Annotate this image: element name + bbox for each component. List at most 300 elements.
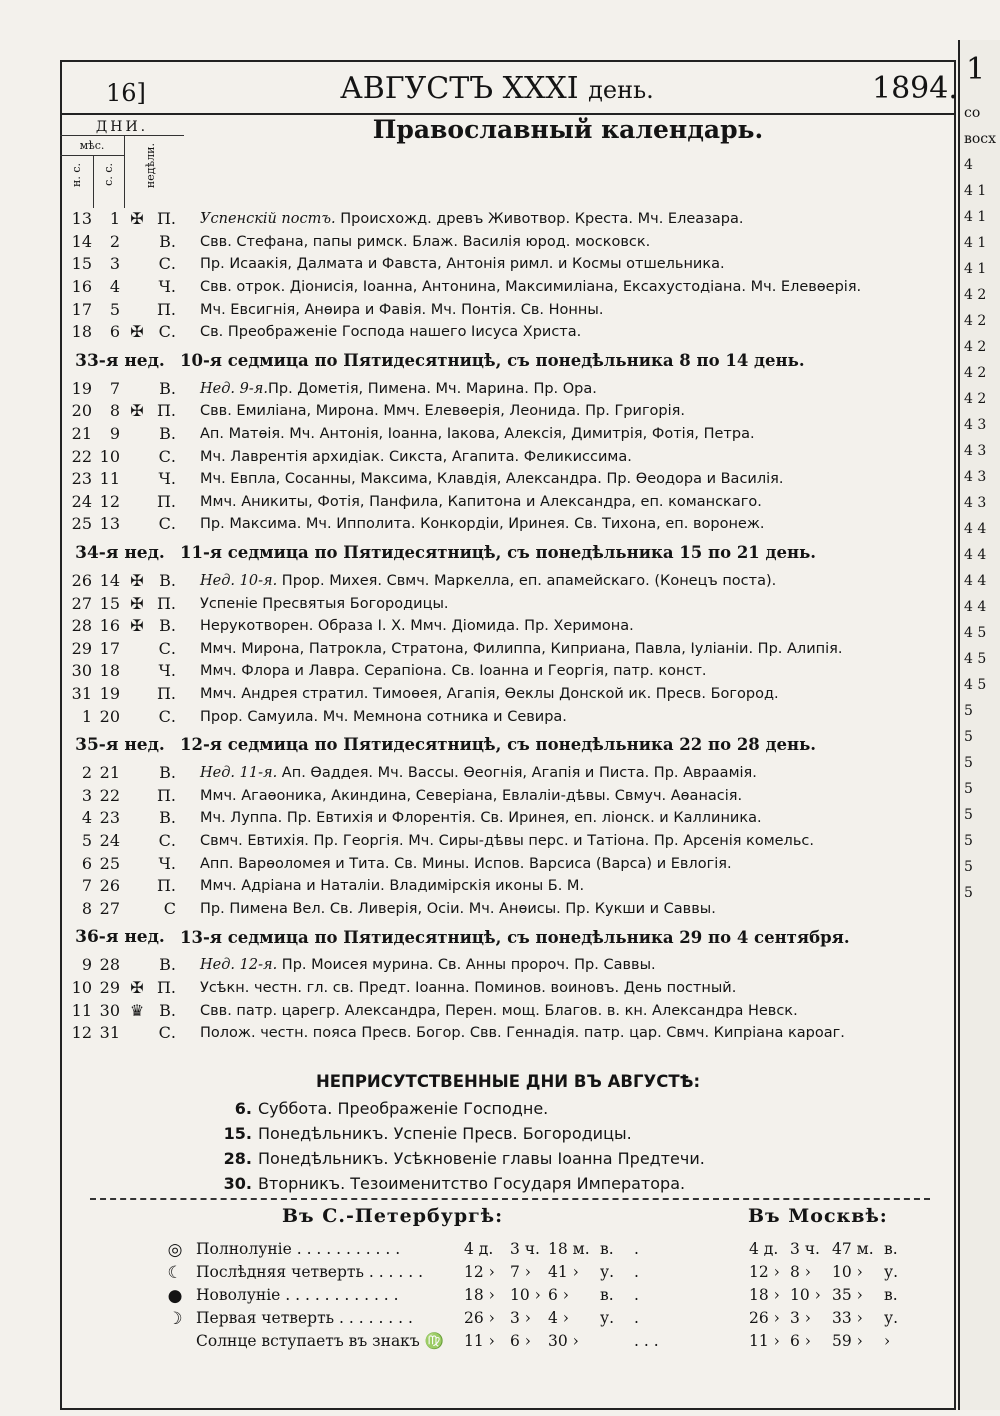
saints-text xyxy=(180,705,956,728)
day-row xyxy=(60,298,956,321)
day-row xyxy=(60,705,956,728)
saints-text xyxy=(180,875,956,898)
weekday: С. xyxy=(158,706,176,726)
saints-text xyxy=(180,615,956,638)
feast-mark-icon xyxy=(122,491,152,514)
day-note: Нед. 9-я. xyxy=(200,380,268,397)
facing-page-line: 4 4 xyxy=(964,547,987,563)
spb-value: 6 › xyxy=(510,1332,531,1350)
facing-page-line: 5 xyxy=(964,729,973,745)
month-days-label: мѣс. xyxy=(79,139,105,152)
moscow-title: Въ Москвѣ: xyxy=(748,1205,888,1227)
old-style-day: 12 xyxy=(99,491,120,511)
new-style-day: 5 xyxy=(81,830,92,850)
day-note: Нед. 10-я. xyxy=(200,573,278,590)
new-style-label: н. с. xyxy=(70,163,83,187)
saints-text xyxy=(180,897,956,920)
new-style-day: 19 xyxy=(71,378,92,398)
new-style-day: 18 xyxy=(71,322,92,342)
head-divider xyxy=(124,135,125,208)
saints-text xyxy=(180,513,956,536)
moon-phase-row xyxy=(164,1332,954,1354)
spb-value: 3 ч. xyxy=(510,1240,540,1258)
weekday: С. xyxy=(158,1023,176,1043)
saints-text xyxy=(180,592,956,615)
feast-mark-icon: ✠ xyxy=(130,977,144,997)
new-style-day: 16 xyxy=(71,277,92,297)
saints-list: Мч. Лаврентія архидіак. Сикста, Агапита. Феликиссима. xyxy=(200,448,632,465)
new-style-day: 15 xyxy=(71,254,92,274)
saints-text xyxy=(180,468,956,491)
spb-value: . xyxy=(634,1286,639,1304)
saints-list: Прор. Михея. Свмч. Маркелла, еп. апамейскаго. (Конецъ поста). xyxy=(277,573,777,590)
facing-page-line: 4 2 xyxy=(964,313,987,329)
saints-text xyxy=(180,570,956,593)
saints-text xyxy=(180,445,956,468)
day-row xyxy=(60,660,956,683)
saints-text xyxy=(180,660,956,683)
moscow-value: в. xyxy=(884,1240,898,1258)
day-row xyxy=(60,400,956,423)
moscow-value: 4 д. xyxy=(749,1240,779,1258)
day-row xyxy=(60,875,956,898)
weekday: В. xyxy=(159,955,176,975)
weekday: В. xyxy=(159,378,176,398)
spb-value: 6 › xyxy=(548,1286,569,1304)
feast-mark-icon xyxy=(122,954,152,977)
day-note: Нед. 11-я. xyxy=(200,765,278,782)
old-style-day: 4 xyxy=(109,277,120,297)
closed-day-item xyxy=(212,1149,705,1168)
saints-text xyxy=(180,638,956,661)
day-row xyxy=(60,468,956,491)
saints-list: Свв. Стефана, папы римск. Блаж. Василія юрод. московск. xyxy=(200,233,651,250)
old-style-day: 10 xyxy=(99,446,120,466)
weekday: П. xyxy=(156,683,176,703)
feast-mark-icon xyxy=(122,784,152,807)
moscow-value: 10 › xyxy=(832,1263,863,1281)
moscow-value: 26 › xyxy=(749,1309,780,1327)
facing-page-line: 4 4 xyxy=(964,599,987,615)
day-row xyxy=(60,321,956,344)
feast-mark-icon xyxy=(122,423,152,446)
saints-list: Пр. Дометія, Пимена. Мч. Марина. Пр. Ора. xyxy=(267,380,597,397)
facing-page-edge xyxy=(958,40,1000,1410)
weekday: П. xyxy=(156,876,176,896)
new-style-day: 25 xyxy=(71,514,92,534)
feast-mark-icon xyxy=(122,445,152,468)
sedmitsa-title: 11-я седмица по Пятидесятницѣ, съ понедѣльника 15 по 21 день. xyxy=(180,543,817,563)
weekday: Ч. xyxy=(158,469,176,489)
feast-mark-icon xyxy=(122,231,152,254)
closed-day-item xyxy=(212,1124,632,1143)
old-style-day: 3 xyxy=(109,254,120,274)
weekday: П. xyxy=(156,401,176,421)
head-divider xyxy=(93,155,94,208)
day-row xyxy=(60,977,956,1000)
saints-list: Ап. Ѳаддея. Мч. Вассы. Ѳеогнія, Агапія и Писта. Пр. Авраамія. xyxy=(277,765,757,782)
day-row xyxy=(60,1022,956,1045)
weekday: В. xyxy=(159,808,176,828)
weekday: П. xyxy=(156,785,176,805)
spb-value: в. xyxy=(600,1240,614,1258)
moscow-value: 47 м. xyxy=(832,1240,874,1258)
month-name: АВГУСТЪ XXXI xyxy=(340,71,579,106)
day-row xyxy=(60,445,956,468)
moscow-value: 18 › xyxy=(749,1286,780,1304)
saints-list: Ммч. Мирона, Патрокла, Стратона, Филиппа, Киприана, Павла, Іуліаніи. Пр. Алипія. xyxy=(200,640,843,657)
feast-mark-icon xyxy=(122,852,152,875)
saints-list: Успеніе Пресвятыя Богородицы. xyxy=(200,595,449,612)
facing-page-line: со xyxy=(964,105,981,121)
feast-mark-icon xyxy=(122,875,152,898)
moscow-value: 11 › xyxy=(749,1332,780,1350)
closed-day-text: Понедѣльникъ. Успеніе Пресв. Богородицы. xyxy=(258,1124,632,1143)
days-label: ДНИ. xyxy=(95,119,149,135)
saints-text xyxy=(180,208,956,231)
saints-text xyxy=(180,830,956,853)
feast-mark-icon xyxy=(122,253,152,276)
old-style-day: 19 xyxy=(99,683,120,703)
moon-phase-label: Первая четверть . . . . . . . . xyxy=(196,1309,413,1327)
facing-page-line: 5 xyxy=(964,781,973,797)
feast-mark-icon: ✠ xyxy=(130,322,144,342)
new-style-day: 1 xyxy=(81,706,92,726)
old-style-day: 15 xyxy=(99,593,120,613)
day-row xyxy=(60,378,956,401)
facing-page-line: 5 xyxy=(964,859,973,875)
weekday: Ч. xyxy=(158,661,176,681)
moscow-value: 3 › xyxy=(790,1309,811,1327)
saints-list: Пр. Моисея мурина. Св. Анны пророч. Пр. Саввы. xyxy=(277,957,656,974)
saints-text xyxy=(180,977,956,1000)
facing-page-line: 4 xyxy=(964,157,973,173)
saints-text xyxy=(180,683,956,706)
spb-value: у. xyxy=(600,1309,615,1327)
day-row xyxy=(60,276,956,299)
year: 1894. xyxy=(872,71,958,106)
spb-value: . xyxy=(634,1263,639,1281)
week-number: 35-я нед. xyxy=(75,734,165,755)
saints-list: Усѣкн. честн. гл. св. Предт. Іоанна. Поминов. воиновъ. День постный. xyxy=(200,979,737,996)
saints-list: Свв. отрок. Діонисія, Іоанна, Антонина, Максимиліана, Ексахустодіана. Мч. Елевѳерія. xyxy=(200,279,862,296)
new-style-day: 13 xyxy=(71,209,92,229)
closed-day-item xyxy=(212,1099,548,1118)
facing-page-line: 4 5 xyxy=(964,625,987,641)
spb-value: 4 › xyxy=(548,1309,569,1327)
facing-page-line: 4 5 xyxy=(964,677,987,693)
saints-list: Нерукотворен. Образа І. Х. Ммч. Діомида. Пр. Херимона. xyxy=(200,618,634,635)
moon-phase-icon: ● xyxy=(167,1286,183,1306)
facing-page-line: восх xyxy=(964,131,997,147)
facing-page-line: 4 1 xyxy=(964,235,987,251)
new-style-day: 8 xyxy=(81,898,92,918)
weekday: С. xyxy=(158,830,176,850)
old-style-label: с. с. xyxy=(102,163,115,186)
weekday: В. xyxy=(159,424,176,444)
saints-list: Ммч. Адріана и Наталіи. Владимірскія иконы Б. М. xyxy=(200,878,585,895)
day-row xyxy=(60,954,956,977)
saints-text xyxy=(180,253,956,276)
old-style-day: 31 xyxy=(99,1023,120,1043)
saints-text xyxy=(180,784,956,807)
table-head xyxy=(60,115,956,208)
old-style-day: 23 xyxy=(99,808,120,828)
feast-mark-icon xyxy=(122,705,152,728)
month-title xyxy=(340,72,654,107)
feast-mark-icon xyxy=(122,807,152,830)
sedmitsa-title: 12-я седмица по Пятидесятницѣ, съ понедѣльника 22 по 28 день. xyxy=(180,735,817,755)
saints-list: Происхожд. древъ Животвор. Креста. Мч. Елеазара. xyxy=(335,211,744,228)
day-row xyxy=(60,513,956,536)
days-word: день. xyxy=(588,76,654,104)
old-style-day: 21 xyxy=(99,763,120,783)
day-row xyxy=(60,253,956,276)
saints-list: Пр. Исаакія, Далмата и Фавста, Антонія римл. и Космы отшельника. xyxy=(200,256,725,273)
saints-list: Свв. Емиліана, Мирона. Ммч. Елевѳерія, Леонида. Пр. Григорія. xyxy=(200,403,685,420)
saints-text xyxy=(180,954,956,977)
new-style-day: 20 xyxy=(71,401,92,421)
day-row xyxy=(60,830,956,853)
weekday: С. xyxy=(158,514,176,534)
spb-value: . xyxy=(634,1240,639,1258)
moon-phase-label: Солнце вступаетъ въ знакъ ♍ xyxy=(196,1332,444,1350)
moon-phase-icon: ☾ xyxy=(167,1263,183,1283)
saints-text xyxy=(180,1022,956,1045)
new-style-day: 3 xyxy=(81,785,92,805)
calendar-title: Православный календарь. xyxy=(372,115,764,144)
spb-value: 4 д. xyxy=(464,1240,494,1258)
day-row xyxy=(60,592,956,615)
day-row xyxy=(60,638,956,661)
week-number: 36-я нед. xyxy=(75,927,165,948)
saints-list: Пр. Пимена Вел. Св. Ливерія, Осіи. Мч. Анѳисы. Пр. Кукши и Саввы. xyxy=(200,900,716,917)
saints-list: Ммч. Агаѳоника, Акиндина, Северіана, Евлаліи-дѣвы. Свмуч. Аѳанасія. xyxy=(200,787,743,804)
saints-text xyxy=(180,276,956,299)
moon-phase-label: Новолуніе . . . . . . . . . . . . xyxy=(196,1286,399,1304)
head-rule xyxy=(60,135,184,136)
feast-mark-icon: ✠ xyxy=(130,571,144,591)
weekday: В. xyxy=(159,231,176,251)
day-row xyxy=(60,807,956,830)
day-row xyxy=(60,852,956,875)
moon-phase-row xyxy=(164,1309,954,1331)
closed-day-number: 30. xyxy=(223,1174,252,1193)
moscow-value: у. xyxy=(884,1309,899,1327)
new-style-day: 24 xyxy=(71,491,92,511)
days-head xyxy=(60,115,180,208)
facing-page-line: 4 5 xyxy=(964,651,987,667)
old-style-day: 28 xyxy=(99,955,120,975)
day-row xyxy=(60,615,956,638)
saints-text xyxy=(180,321,956,344)
moscow-value: у. xyxy=(884,1263,899,1281)
old-style-day: 29 xyxy=(99,977,120,997)
weekday: В. xyxy=(159,571,176,591)
day-row xyxy=(60,231,956,254)
saints-text xyxy=(180,807,956,830)
facing-page-line: 5 xyxy=(964,833,973,849)
closed-day-number: 15. xyxy=(223,1124,252,1143)
day-note: Успенскій постъ. xyxy=(200,211,336,228)
new-style-day: 23 xyxy=(71,469,92,489)
facing-page-line: 4 1 xyxy=(964,209,987,225)
weekday: П. xyxy=(156,299,176,319)
weekday: Ч. xyxy=(158,277,176,297)
old-style-day: 16 xyxy=(99,616,120,636)
spb-title: Въ С.-Петербургѣ: xyxy=(282,1205,504,1227)
new-style-day: 27 xyxy=(71,593,92,613)
week-header-row xyxy=(60,536,956,570)
spb-value: 10 › xyxy=(510,1286,541,1304)
week-header-row xyxy=(60,728,956,762)
moscow-value: 59 › xyxy=(832,1332,863,1350)
old-style-day: 17 xyxy=(99,638,120,658)
weekday: Ч. xyxy=(158,853,176,873)
moon-phase-label: Послѣдняя четверть . . . . . . xyxy=(196,1263,424,1281)
spb-value: 18 › xyxy=(464,1286,495,1304)
saints-list: Полож. честн. пояса Пресв. Богор. Свв. Геннадія. патр. цар. Свмч. Кипріана кароаг. xyxy=(200,1025,845,1042)
old-style-day: 7 xyxy=(109,378,120,398)
saints-text xyxy=(180,423,956,446)
old-style-day: 25 xyxy=(99,853,120,873)
weekday-label: недѣли. xyxy=(144,143,157,189)
feast-mark-icon: ♛ xyxy=(129,1000,145,1020)
week-header-row xyxy=(60,344,956,378)
facing-page-line: 4 2 xyxy=(964,339,987,355)
old-style-day: 20 xyxy=(99,706,120,726)
facing-page-line: 5 xyxy=(964,807,973,823)
weekday: П. xyxy=(156,593,176,613)
page-number: 16] xyxy=(106,79,146,107)
day-row xyxy=(60,999,956,1022)
saints-list: Апп. Варѳоломея и Тита. Св. Мины. Испов. Варсиса (Варса) и Евлогія. xyxy=(200,855,732,872)
weekday: П. xyxy=(156,209,176,229)
old-style-day: 11 xyxy=(99,469,120,489)
old-style-day: 9 xyxy=(109,424,120,444)
facing-page-lines xyxy=(960,100,1000,906)
moscow-value: 10 › xyxy=(790,1286,821,1304)
separator xyxy=(90,1198,930,1200)
feast-mark-icon xyxy=(122,638,152,661)
moon-phase-label: Полнолуніе . . . . . . . . . . . xyxy=(196,1240,401,1258)
saints-list: Ап. Матѳія. Мч. Антонія, Іоанна, Іакова, Алексія, Димитрія, Фотія, Петра. xyxy=(200,426,755,443)
facing-page-line: 4 2 xyxy=(964,365,987,381)
new-style-day: 26 xyxy=(71,571,92,591)
moscow-value: в. xyxy=(884,1286,898,1304)
feast-mark-icon xyxy=(122,513,152,536)
weekday: С xyxy=(163,898,176,918)
day-row xyxy=(60,423,956,446)
feast-mark-icon xyxy=(122,762,152,785)
feast-mark-icon xyxy=(122,276,152,299)
weekday: В. xyxy=(159,763,176,783)
day-row xyxy=(60,208,956,231)
saints-list: Прор. Самуила. Мч. Мемнона сотника и Севира. xyxy=(200,708,567,725)
moscow-value: › xyxy=(884,1332,891,1350)
spb-value: в. xyxy=(600,1286,614,1304)
day-row xyxy=(60,897,956,920)
new-style-day: 4 xyxy=(81,808,92,828)
new-style-day: 2 xyxy=(81,763,92,783)
sedmitsa-title: 13-я седмица по Пятидесятницѣ, съ понедѣльника 29 по 4 сентября. xyxy=(180,927,850,947)
saints-list: Ммч. Аникиты, Фотія, Панфила, Капитона и Александра, еп. команскаго. xyxy=(200,493,762,510)
old-style-day: 14 xyxy=(99,571,120,591)
closed-day-text: Понедѣльникъ. Усѣкновеніе главы Іоанна Предтечи. xyxy=(258,1149,705,1168)
new-style-day: 31 xyxy=(71,683,92,703)
feast-mark-icon xyxy=(122,468,152,491)
feast-mark-icon xyxy=(122,830,152,853)
weekday: П. xyxy=(156,977,176,997)
moon-phase-icon: ☽ xyxy=(167,1309,183,1329)
spb-value: 3 › xyxy=(510,1309,531,1327)
facing-page-line: 4 2 xyxy=(964,391,987,407)
sedmitsa-title: 10-я седмица по Пятидесятницѣ, съ понедѣльника 8 по 14 день. xyxy=(180,351,805,371)
weekday: С. xyxy=(158,638,176,658)
moon-phase-row xyxy=(164,1263,954,1285)
saints-list: Мч. Евсигнія, Анѳира и Фавія. Мч. Понтія. Св. Нонны. xyxy=(200,301,604,318)
old-style-day: 18 xyxy=(99,661,120,681)
saints-list: Мч. Евпла, Сосанны, Максима, Клавдія, Александра. Пр. Ѳеодора и Василія. xyxy=(200,471,784,488)
moscow-value: 35 › xyxy=(832,1286,863,1304)
feast-mark-icon: ✠ xyxy=(130,616,144,636)
facing-page-line: 4 3 xyxy=(964,495,987,511)
facing-page-line: 5 xyxy=(964,885,973,901)
feast-mark-icon: ✠ xyxy=(130,209,144,229)
spb-value: 26 › xyxy=(464,1309,495,1327)
saints-list: Ммч. Андрея стратил. Тимоѳея, Агапія, Ѳеклы Донской ик. Пресв. Богород. xyxy=(200,685,779,702)
spb-value: 18 м. xyxy=(548,1240,590,1258)
saints-text xyxy=(180,378,956,401)
new-style-day: 28 xyxy=(71,616,92,636)
new-style-day: 7 xyxy=(81,876,92,896)
spb-value: . xyxy=(634,1309,639,1327)
closed-day-item xyxy=(212,1174,685,1193)
saints-list: Пр. Максима. Мч. Ипполита. Конкордіи, Иринея. Св. Тихона, еп. воронеж. xyxy=(200,516,765,533)
day-row xyxy=(60,491,956,514)
facing-page-line: 4 4 xyxy=(964,521,987,537)
spb-value: 7 › xyxy=(510,1263,531,1281)
old-style-day: 13 xyxy=(99,514,120,534)
saints-list: Ммч. Флора и Лавра. Серапіона. Св. Іоанна и Георгія, патр. конст. xyxy=(200,663,707,680)
weekday: П. xyxy=(156,491,176,511)
spb-value: 12 › xyxy=(464,1263,495,1281)
facing-page-line: 4 4 xyxy=(964,573,987,589)
feast-mark-icon: ✠ xyxy=(130,401,144,421)
saints-text xyxy=(180,298,956,321)
spb-value: 11 › xyxy=(464,1332,495,1350)
closed-day-number: 6. xyxy=(234,1099,252,1118)
facing-page-line: 4 3 xyxy=(964,443,987,459)
facing-page-line: 5 xyxy=(964,703,973,719)
saints-list: Мч. Луппа. Пр. Евтихія и Флорентія. Св. Иринея, еп. ліонск. и Каллиника. xyxy=(200,810,762,827)
facing-page-line: 4 1 xyxy=(964,183,987,199)
old-style-day: 27 xyxy=(99,898,120,918)
new-style-day: 14 xyxy=(71,231,92,251)
old-style-day: 5 xyxy=(109,299,120,319)
weekday: С. xyxy=(158,254,176,274)
feast-mark-icon xyxy=(122,897,152,920)
feast-mark-icon xyxy=(122,298,152,321)
moscow-value: 33 › xyxy=(832,1309,863,1327)
week-header-row xyxy=(60,920,956,954)
facing-page-line: 4 3 xyxy=(964,469,987,485)
saints-text xyxy=(180,231,956,254)
facing-page-line: 5 xyxy=(964,755,973,771)
new-style-day: 30 xyxy=(71,661,92,681)
facing-page-line: 4 3 xyxy=(964,417,987,433)
head-rule xyxy=(60,155,124,156)
